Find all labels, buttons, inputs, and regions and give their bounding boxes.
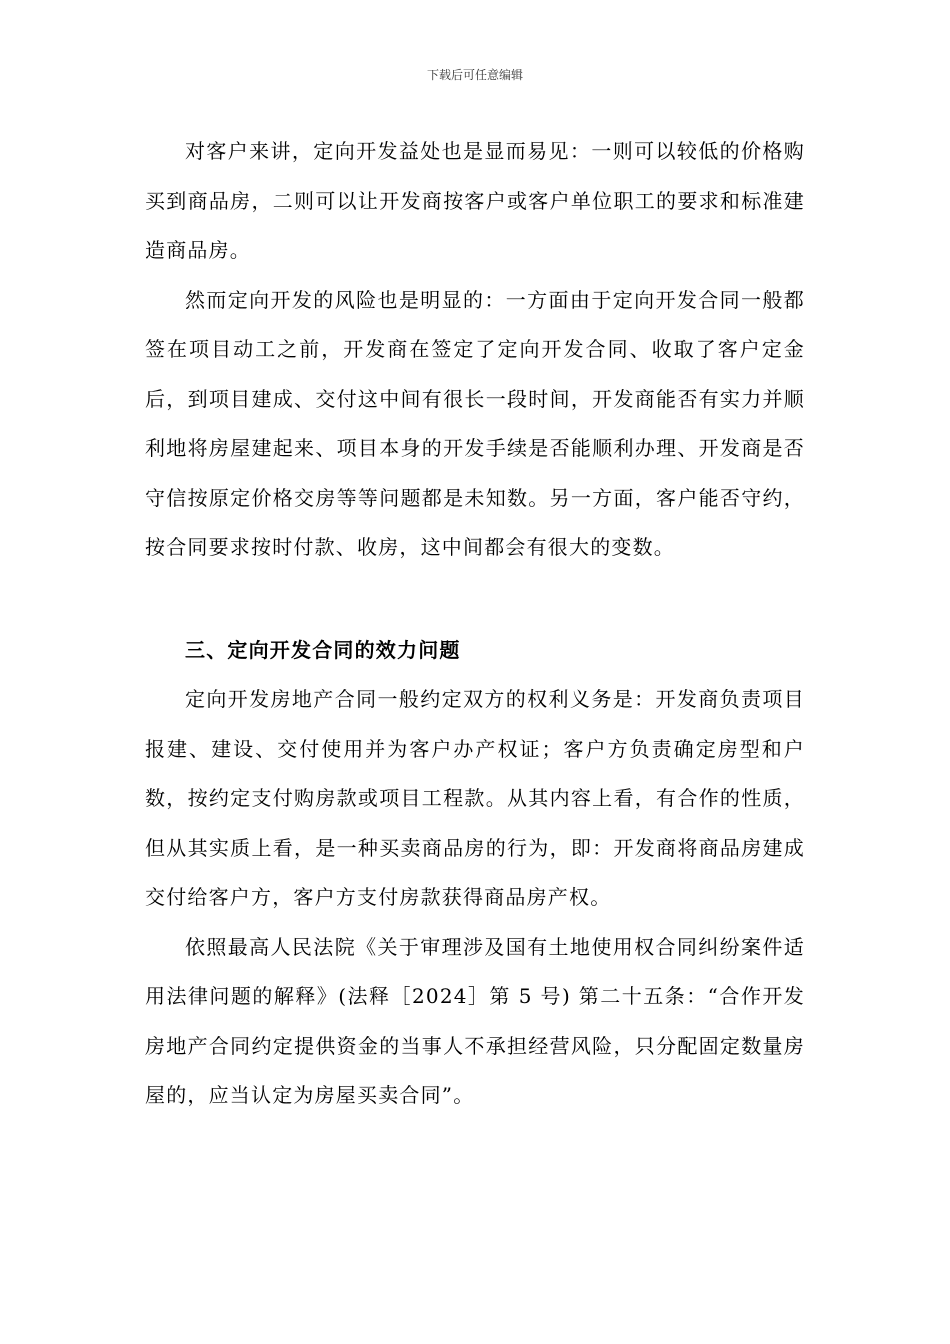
section-heading: 三、定向开发合同的效力问题 (185, 637, 461, 662)
document-body (145, 127, 805, 1121)
paragraph-contract-obligations: 定向开发房地产合同一般约定双方的权利义务是：开发商负责项目报建、建设、交付使用并为客户办产权证；客户方负责确定房型和户数，按约定支付购房款或项目工程款。从其内容上看，有合作的性质，但从其实质上看，是一种买卖商品房的行为，即：开发商将商品房建成交付给客户方，客户方支付房款获得商品房产权。 (145, 687, 805, 909)
paragraph-legal-interpretation: 依照最高人民法院《关于审理涉及国有土地使用权合同纠纷案件适用法律问题的解释》(法释［2024］第 5 号) 第二十五条：“合作开发房地产合同约定提供资金的当事人不承担经营风险，只分配固定数量房屋的，应当认定为房屋买卖合同”。 (145, 934, 805, 1107)
paragraph-development-risks: 然而定向开发的风险也是明显的：一方面由于定向开发合同一般都签在项目动工之前，开发商在签定了定向开发合同、收取了客户定金后，到项目建成、交付这中间有很长一段时间，开发商能否有实力并顺利地将房屋建起来、项目本身的开发手续是否能顺利办理、开发商是否守信按原定价格交房等等问题都是未知数。另一方面，客户能否守约，按合同要求按时付款、收房，这中间都会有很大的变数。 (145, 287, 805, 559)
paragraph-customer-benefits: 对客户来讲，定向开发益处也是显而易见：一则可以较低的价格购买到商品房，二则可以让开发商按客户或客户单位职工的要求和标准建造商品房。 (145, 139, 805, 262)
page-header-note: 下载后可任意编辑 (426, 68, 523, 82)
